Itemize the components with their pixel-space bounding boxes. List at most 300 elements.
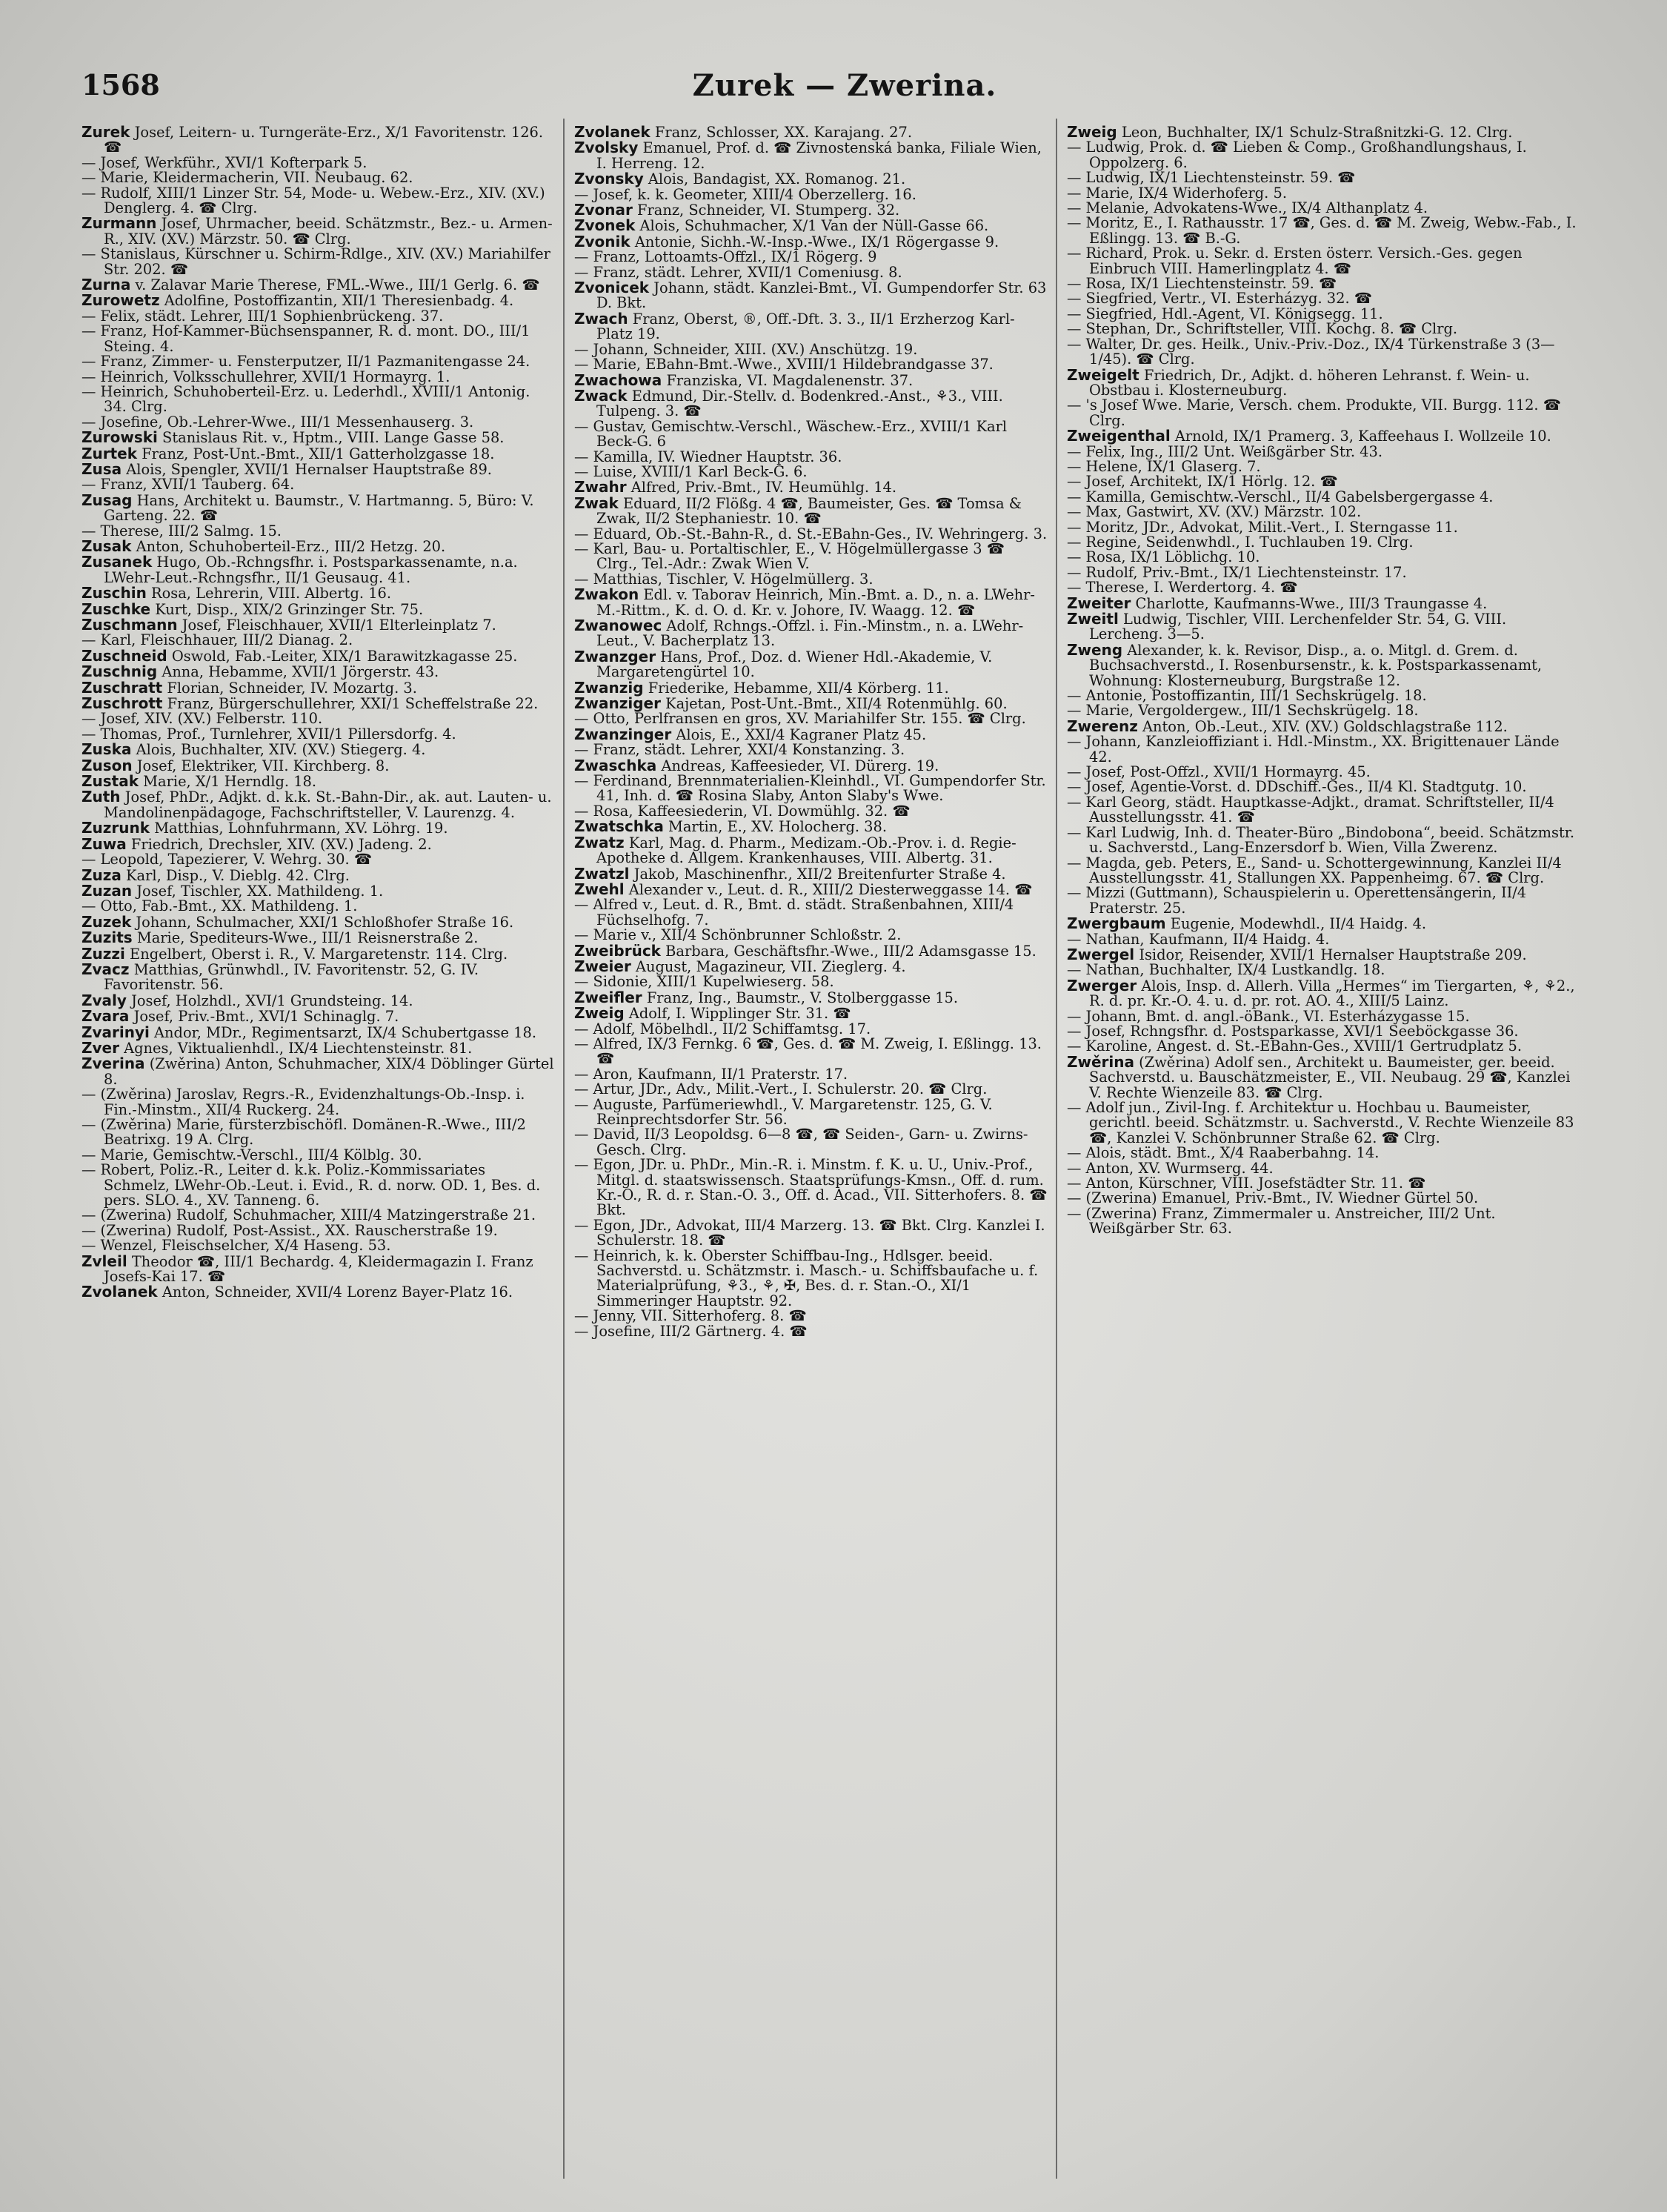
- directory-entry: [574, 680, 1048, 696]
- entry-text: — Kamilla, Gemischtw.-Verschl., II/4 Gabelsbergergasse 4.: [1067, 488, 1494, 505]
- directory-entry: [1067, 1054, 1578, 1100]
- directory-entry: [574, 1082, 1048, 1097]
- entry-text: — Franz, XVII/1 Tauberg. 64.: [81, 476, 295, 494]
- directory-entry: [574, 882, 1048, 897]
- entry-text: Matthias, Lohnfuhrmann, XV. Löhrg. 19.: [150, 820, 448, 837]
- entry-surname: Zwaschka: [574, 756, 657, 774]
- entry-text: Anna, Hebamme, XVII/1 Jörgerstr. 43.: [157, 663, 439, 681]
- entry-surname: Zuschin: [81, 584, 147, 602]
- entry-text: Josef, Uhrmacher, beeid. Schätzmstr., Bez.- u. Armen-R., XIV. (XV.) Märzstr. 50. ☎ Clrg.: [104, 215, 553, 248]
- entry-text: — Rosa, IX/1 Liechtensteinstr. 59. ☎: [1067, 275, 1337, 293]
- directory-entry: [1067, 963, 1578, 977]
- directory-entry: [1067, 780, 1578, 794]
- entry-text: — Therese, I. Werdertorg. 4. ☎: [1067, 579, 1298, 597]
- entry-surname: Zuwa: [81, 834, 127, 853]
- entry-text: Josef, PhDr., Adjkt. d. k.k. St.-Bahn-Dir., ak. aut. Lauten- u. Mandolinenpädagoge, Fachschriftsteller, V. Laurenzg. 4.: [104, 788, 552, 821]
- directory-entry: [1067, 823, 1578, 857]
- entry-surname: Zurtek: [81, 444, 138, 462]
- directory-entry: [81, 727, 556, 742]
- entry-text: — Franz, Zimmer- u. Fensterputzer, II/1 Pazmanitengasse 24.: [81, 353, 530, 371]
- directory-entry: [81, 774, 556, 789]
- directory-entry: [574, 187, 1048, 202]
- directory-entry: [81, 1025, 556, 1040]
- directory-entry: [574, 280, 1048, 311]
- entry-text: Franz, Oberst, ®, Off.-Dft. 3. 3., II/1 Erzherzog Karl-Platz 19.: [596, 310, 1015, 343]
- entry-text: Franz, Schneider, VI. Stumperg. 32.: [632, 202, 900, 219]
- directory-entry: [574, 357, 1048, 372]
- entry-text: — Johann, Kanzleioffiziant i. Hdl.-Minstm., XX. Brigittenauer Lände 42.: [1067, 733, 1560, 765]
- directory-entry: [1067, 688, 1578, 703]
- entry-text: — Auguste, Parfümeriewhdl., V. Margaretenstr. 125, G. V. Reinprechtsdorfer Str. 56.: [574, 1095, 993, 1128]
- directory-entry: [81, 477, 556, 492]
- directory-entry: [1067, 1206, 1578, 1237]
- entry-text: Eugenie, Modewhdl., II/4 Haidg. 4.: [1165, 915, 1427, 933]
- entry-text: Martin, E., XV. Holocherg. 38.: [663, 818, 888, 836]
- directory-entry: [1067, 398, 1578, 428]
- directory-entry: [81, 711, 556, 726]
- entry-text: Alois, E., XXI/4 Kagraner Platz 45.: [671, 725, 927, 743]
- directory-entry: [81, 430, 556, 445]
- entry-surname: Zuschke: [81, 600, 151, 618]
- directory-entry: [1067, 307, 1578, 322]
- directory-entry: [81, 664, 556, 680]
- directory-entry: [1067, 365, 1578, 399]
- entry-surname: Zwatschka: [574, 817, 664, 836]
- entry-surname: Zvonar: [574, 201, 633, 219]
- entry-text: — Wenzel, Fleischselcher, X/4 Haseng. 53.: [81, 1237, 391, 1255]
- entry-surname: Zuschrott: [81, 694, 163, 713]
- entry-surname: Zurowetz: [81, 291, 160, 310]
- entry-text: — Egon, JDr. u. PhDr., Min.-R. i. Minstm. f. K. u. U., Univ.-Prof., Mitgl. d. staatswissensch. Staatsprüfungs-Kmsn., Off. d. rum. Kr.-O., R. d. r. Stan.-O. 3., Off. d. Acad., VII. Sitterhofers. 8. ☎ Bkt.: [574, 1156, 1048, 1219]
- directory-entry: [81, 633, 556, 648]
- entry-surname: Zusanek: [81, 553, 153, 571]
- directory-entry: [574, 1127, 1048, 1158]
- entry-text: — Richard, Prok. u. Sekr. d. Ersten österr. Versich.-Ges. gegen Einbruch VIII. Hamerlingplatz 4. ☎: [1067, 245, 1523, 277]
- entry-text: — Franz, städt. Lehrer, XXI/4 Konstanzing. 3.: [574, 741, 905, 759]
- directory-entry: [1067, 186, 1578, 201]
- entry-text: — Mizzi (Guttmann), Schauspielerin u. Operettensängerin, II/4 Praterstr. 25.: [1067, 884, 1527, 917]
- directory-entry: [1067, 642, 1578, 688]
- directory-entry: [81, 1117, 556, 1148]
- entry-surname: Zweig: [574, 1004, 625, 1023]
- directory-entry: [81, 883, 556, 899]
- directory-entry: [81, 930, 556, 946]
- entry-surname: Zuzrunk: [81, 819, 150, 837]
- entry-text: — (Zwěrina) Jaroslav, Regrs.-R., Evidenzhaltungs-Ob.-Insp. i. Fin.-Minstm., XII/4 Ruckerg. 24.: [81, 1086, 525, 1118]
- entry-text: Leon, Buchhalter, IX/1 Schulz-Straßnitzki-G. 12. Clrg.: [1117, 124, 1513, 141]
- entry-text: Isidor, Reisender, XVII/1 Hernalser Hauptstraße 209.: [1134, 946, 1527, 963]
- directory-entry: [81, 170, 556, 185]
- entry-text: — Marie v., XII/4 Schönbrunner Schloßstr. 2.: [574, 926, 902, 944]
- entry-surname: Zweigelt: [1067, 365, 1139, 384]
- entry-text: — Gustav, Gemischtw.-Verschl., Wäschew.-Erz., XVIII/1 Karl Beck-G. 6: [574, 417, 1008, 451]
- entry-text: — (Zwěrina) Marie, fürsterzbischöfl. Domänen-R.-Wwe., III/2 Beatrixg. 19 A. Clrg.: [81, 1116, 526, 1149]
- entry-text: Ludwig, Tischler, VIII. Lerchenfelder Str. 54, G. VIII. Lercheng. 3—5.: [1089, 611, 1507, 643]
- directory-entry: [1067, 856, 1578, 886]
- directory-entry: [574, 218, 1048, 233]
- directory-entry: [574, 897, 1048, 928]
- entry-surname: Zuzek: [81, 912, 132, 931]
- entry-surname: Zuzzi: [81, 944, 125, 963]
- directory-entry: [1067, 535, 1578, 550]
- entry-text: Anton, Ob.-Leut., XIV. (XV.) Goldschlagstraße 112.: [1137, 717, 1508, 735]
- directory-entry: [574, 388, 1048, 419]
- entry-text: Johann, Schulmacher, XXI/1 Schloßhofer Straße 16.: [131, 913, 514, 931]
- directory-entry: [574, 572, 1048, 587]
- entry-surname: Zvolanek: [81, 1283, 158, 1301]
- directory-entry: [574, 974, 1048, 989]
- entry-text: Eduard, II/2 Flößg. 4 ☎, Baumeister, Ges. ☎ Tomsa & Zwak, II/2 Stephaniestr. 10. ☎: [596, 494, 1022, 528]
- entry-text: Andreas, Kaffeesieder, VI. Dürerg. 19.: [656, 757, 939, 774]
- directory-entry: [574, 171, 1048, 187]
- directory-entry: [1067, 765, 1578, 780]
- entry-surname: Zustak: [81, 772, 139, 791]
- entry-text: — Adolf, Möbelhdl., II/2 Schiffamtsg. 17.: [574, 1020, 871, 1037]
- entry-text: Alfred, Priv.-Bmt., IV. Heumühlg. 14.: [626, 479, 897, 496]
- entry-text: — Josef, Werkführ., XVI/1 Kofterpark 5.: [81, 153, 367, 171]
- entry-text: — Marie, Kleidermacherin, VII. Neubaug. 62.: [81, 169, 413, 187]
- directory-entry: [574, 419, 1048, 450]
- entry-surname: Zwěrina: [1067, 1052, 1134, 1071]
- directory-entry: [574, 1097, 1048, 1128]
- entry-surname: Zvonsky: [574, 170, 644, 188]
- directory-entry: [1067, 1176, 1578, 1191]
- entry-text: Adolf, I. Wipplinger Str. 31. ☎: [624, 1005, 851, 1023]
- directory-entry: [1067, 947, 1578, 963]
- directory-entry: [574, 990, 1048, 1006]
- entry-text: — Josefine, III/2 Gärtnerg. 4. ☎: [574, 1322, 808, 1340]
- entry-text: Adolf, Rchngs.-Offzl. i. Fin.-Minstm., n. a. LWehr-Leut., V. Bacherplatz 13.: [596, 617, 1024, 650]
- directory-entry: [574, 539, 1048, 573]
- entry-surname: Zvleil: [81, 1252, 127, 1270]
- directory-entry: [81, 696, 556, 711]
- entry-text: Barbara, Geschäftsfhr.-Wwe., III/2 Adamsgasse 15.: [660, 942, 1037, 960]
- entry-surname: Zuzits: [81, 929, 133, 947]
- directory-entry: [574, 711, 1048, 726]
- entry-text: v. Zalavar Marie Therese, FML.-Wwe., III/1 Gerlg. 6. ☎: [130, 276, 540, 294]
- entry-surname: Zvarinyi: [81, 1023, 150, 1041]
- entry-surname: Zwatzl: [574, 864, 630, 883]
- entry-text: — David, II/3 Leopoldsg. 6—8 ☎, ☎ Seiden-, Garn- u. Zwirns-Gesch. Clrg.: [574, 1126, 1028, 1158]
- directory-entry: [574, 250, 1048, 265]
- entry-surname: Zusak: [81, 537, 132, 555]
- entry-text: — Siegfried, Vertr., VI. Esterházyg. 32. ☎: [1067, 290, 1372, 308]
- entry-surname: Zverina: [81, 1054, 145, 1073]
- entry-surname: Zurowski: [81, 428, 158, 447]
- entry-text: Antonie, Sichh.-W.-Insp.-Wwe., IX/1 Rögergasse 9.: [630, 233, 999, 250]
- directory-entry: [574, 928, 1048, 943]
- directory-entry: [81, 852, 556, 867]
- directory-entry: [574, 462, 1048, 480]
- directory-entry: [81, 1040, 556, 1056]
- directory-entry: [574, 649, 1048, 680]
- entry-text: — Heinrich, Schuhoberteil-Erz. u. Lederhdl., XVIII/1 Antonig. 34. Clrg.: [81, 382, 530, 416]
- directory-entry: [1067, 550, 1578, 565]
- entry-text: Alois, Buchhalter, XIV. (XV.) Stiegerg. 4.: [131, 741, 426, 759]
- directory-entry: [574, 1158, 1048, 1218]
- entry-surname: Zwanowec: [574, 617, 662, 634]
- column-2: [574, 124, 1048, 2177]
- directory-entry: [1067, 1009, 1578, 1024]
- entry-text: — Josef, Post-Offzl., XVII/1 Hormayrg. 45.: [1067, 763, 1371, 781]
- directory-entry: [81, 914, 556, 930]
- entry-text: Marie, Spediteurs-Wwe., III/1 Reisnerstraße 2.: [132, 929, 479, 947]
- directory-entry: [574, 696, 1048, 711]
- directory-entry: [81, 758, 556, 774]
- entry-text: — Regine, Seidenwhdl., I. Tuchlauben 19. Clrg.: [1067, 533, 1414, 551]
- entry-text: — Josef, Architekt, IX/1 Hörlg. 12. ☎: [1067, 473, 1338, 491]
- entry-text: Emanuel, Prof. d. ☎ Zivnostenská banka, Filiale Wien, I. Herreng. 12.: [596, 139, 1042, 172]
- directory-entry: [574, 804, 1048, 819]
- directory-entry: [574, 1067, 1048, 1082]
- directory-entry: [81, 277, 556, 293]
- entry-surname: Zvolsky: [574, 139, 639, 157]
- entry-text: — (Zwerina) Rudolf, Schuhmacher, XIII/4 Matzingerstraße 21.: [81, 1206, 536, 1224]
- directory-entry: [574, 819, 1048, 834]
- entry-surname: Zuth: [81, 788, 121, 806]
- directory-entry: [1067, 916, 1578, 931]
- entry-text: — Rudolf, Priv.-Bmt., IX/1 Liechtensteinstr. 17.: [1067, 563, 1407, 581]
- entry-text: — Karl, Fleischhauer, III/2 Dianag. 2.: [81, 631, 353, 649]
- entry-text: Josef, Elektriker, VII. Kirchberg. 8.: [132, 757, 390, 774]
- directory-entry: [1067, 428, 1578, 444]
- column-divider: [563, 119, 565, 2179]
- directory-entry: [574, 479, 1048, 495]
- directory-entry: [1067, 1024, 1578, 1039]
- entry-text: Theodor ☎, III/1 Bechardg. 4, Kleidermagazin I. Franz Josefs-Kai 17. ☎: [104, 1252, 533, 1286]
- entry-text: — Josef, XIV. (XV.) Felberstr. 110.: [81, 710, 323, 728]
- entry-text: — Siegfried, Hdl.-Agent, VI. Königsegg. 11.: [1067, 305, 1383, 322]
- entry-text: — Felix, Ing., III/2 Unt. Weißgärber Str. 43.: [1067, 442, 1383, 460]
- entry-surname: Zurek: [81, 124, 130, 141]
- entry-text: — Alois, städt. Bmt., X/4 Raaberbahng. 14.: [1067, 1144, 1380, 1162]
- directory-entry: [574, 835, 1048, 866]
- entry-text: — Helene, IX/1 Glaserg. 7.: [1067, 457, 1261, 475]
- directory-entry: [81, 742, 556, 757]
- entry-text: Arnold, IX/1 Pramerg. 3, Kaffeehaus I. Wollzeile 10.: [1170, 428, 1551, 445]
- entry-text: — Johann, Bmt. d. angl.-öBank., VI. Esterházygasse 15.: [1067, 1007, 1470, 1025]
- entry-text: Johann, städt. Kanzlei-Bmt., VI. Gumpendorfer Str. 63 D. Bkt.: [596, 279, 1047, 312]
- directory-entry: [574, 1218, 1048, 1249]
- directory-entry: [574, 124, 1048, 140]
- entry-surname: Zuschneid: [81, 646, 167, 665]
- entry-text: Stanislaus Rit. v., Hptm., VIII. Lange Gasse 58.: [157, 429, 505, 447]
- entry-surname: Zusag: [81, 491, 133, 509]
- entry-text: — Franz, städt. Lehrer, XVII/1 Comeniusg. 8.: [574, 263, 902, 281]
- directory-entry: [1067, 505, 1578, 519]
- directory-entry: [81, 370, 556, 385]
- directory-entry: [1067, 719, 1578, 734]
- page-header: [81, 68, 1608, 113]
- entry-text: — Leopold, Tapezierer, V. Wehrg. 30. ☎: [81, 851, 373, 868]
- entry-text: — 's Josef Wwe. Marie, Versch. chem. Produkte, VII. Burgg. 112. ☎ Clrg.: [1067, 396, 1561, 429]
- directory-entry: [81, 415, 556, 430]
- directory-entry: [1067, 1161, 1578, 1176]
- entry-text: Florian, Schneider, IV. Mozartg. 3.: [162, 679, 417, 697]
- entry-text: — Karl, Bau- u. Portaltischler, E., V. Högelmüllergasse 3 ☎ Clrg., Tel.-Adr.: Zwak Wien V.: [574, 539, 1005, 573]
- directory-entry: [574, 1006, 1048, 1021]
- entry-text: Josef, Holzhdl., XVI/1 Grundsteing. 14.: [126, 992, 413, 1009]
- entry-surname: Zusa: [81, 459, 122, 478]
- entry-text: — Sidonie, XIII/1 Kupelwieserg. 58.: [574, 973, 834, 991]
- directory-entry: [81, 617, 556, 633]
- directory-entry: [1067, 201, 1578, 216]
- entry-text: — Aron, Kaufmann, II/1 Praterstr. 17.: [574, 1065, 848, 1083]
- entry-text: — Anton, Kürschner, VIII. Josefstädter Str. 11. ☎: [1067, 1175, 1426, 1192]
- entry-surname: Zwatz: [574, 833, 625, 851]
- entry-text: Franz, Ing., Baumstr., V. Stolberggasse 15.: [642, 989, 959, 1006]
- directory-entry: [574, 959, 1048, 974]
- entry-text: — Josef, k. k. Geometer, XIII/4 Oberzellerg. 16.: [574, 185, 916, 203]
- directory-entry: [1067, 580, 1578, 595]
- entry-text: — Alfred v., Leut. d. R., Bmt. d. städt. Straßenbahnen, XIII/4 Füchselhofg. 7.: [574, 896, 1014, 929]
- entry-surname: Zwerenz: [1067, 717, 1138, 735]
- entry-text: Engelbert, Oberst i. R., V. Margaretenstr. 114. Clrg.: [124, 945, 508, 963]
- entry-text: — Egon, JDr., Advokat, III/4 Marzerg. 13. ☎ Bkt. Clrg. Kanzlei I. Schulerstr. 18. ☎: [574, 1216, 1045, 1249]
- entry-text: — Franz, Hof-Kammer-Büchsenspanner, R. d. mont. DO., III/1 Steing. 4.: [81, 322, 530, 355]
- running-head: Zurek — Zwerina.: [692, 68, 997, 103]
- directory-entry: [574, 774, 1048, 804]
- directory-entry: [81, 493, 556, 524]
- entry-text: — Matthias, Tischler, V. Högelmüllerg. 3.: [574, 570, 874, 588]
- directory-entry: [574, 1324, 1048, 1339]
- directory-entry: [574, 234, 1048, 250]
- directory-entry: [1067, 611, 1578, 642]
- entry-text: — Artur, JDr., Adv., Milit.-Vert., I. Schulerstr. 20. ☎ Clrg.: [574, 1080, 988, 1098]
- entry-text: — Josef, Rchngsfhr. d. Postsparkasse, XVI/1 Seeböckgasse 36.: [1067, 1022, 1519, 1040]
- directory-entry: [574, 727, 1048, 743]
- entry-text: — Rosa, Kaffeesiederin, VI. Dowmühlg. 32. ☎: [574, 802, 911, 820]
- entry-text: — Franz, Lottoamts-Offzl., IX/1 Rögerg. 9: [574, 248, 877, 266]
- entry-surname: Zwanzig: [574, 678, 644, 697]
- entry-text: Alexander v., Leut. d. R., XIII/2 Diesterweggasse 14. ☎: [624, 880, 1033, 898]
- directory-entry: [1067, 140, 1578, 170]
- directory-entry: [1067, 322, 1578, 336]
- directory-entry: [574, 1246, 1048, 1309]
- entry-text: — Felix, städt. Lehrer, III/1 Sophienbrückeng. 37.: [81, 307, 444, 325]
- entry-surname: Zwach: [574, 309, 628, 328]
- directory-entry: [81, 585, 556, 601]
- entry-surname: Zwahr: [574, 478, 627, 496]
- entry-surname: Zver: [81, 1038, 119, 1057]
- entry-text: — Ludwig, IX/1 Liechtensteinstr. 59. ☎: [1067, 169, 1356, 187]
- entry-text: Marie, X/1 Herndlg. 18.: [139, 773, 317, 791]
- entry-surname: Zvolanek: [574, 124, 651, 141]
- entry-surname: Zvacz: [81, 960, 130, 978]
- entry-text: Andor, MDr., Regimentsarzt, IX/4 Schubertgasse 18.: [149, 1023, 536, 1041]
- entry-text: Hans, Prof., Doz. d. Wiener Hdl.-Akademie, V. Margaretengürtel 10.: [596, 648, 993, 681]
- entry-text: (Zwěrina) Anton, Schuhmacher, XIX/4 Döblinger Gürtel 8.: [104, 1055, 554, 1088]
- directory-entry: [81, 1223, 556, 1238]
- entry-surname: Zvonik: [574, 232, 630, 250]
- entry-text: Rosa, Lehrerin, VIII. Albertg. 16.: [146, 585, 392, 602]
- directory-entry: [574, 265, 1048, 280]
- directory-entry: [81, 946, 556, 962]
- directory-entry: [1067, 886, 1578, 916]
- entry-text: Alexander, k. k. Revisor, Disp., a. o. Mitgl. d. Grem. d. Buchsachverstd., I. Rosenbursenstr., k. k. Postsparkassenamt, Wohnung: Klosterneuburg, Burgstraße 12.: [1089, 641, 1543, 689]
- entry-text: Edl. v. Taborav Heinrich, Min.-Bmt. a. D., n. a. LWehr-M.-Rittm., K. d. O. d. Kr. v. Johore, IV. Waagg. 12. ☎: [596, 586, 1035, 619]
- directory-entry: [81, 354, 556, 369]
- entry-text: Agnes, Viktualienhdl., IX/4 Liechtensteinstr. 81.: [119, 1039, 473, 1057]
- directory-entry: [81, 459, 556, 478]
- entry-surname: Zvonek: [574, 216, 636, 235]
- entry-surname: Zwachowa: [574, 371, 662, 389]
- entry-text: Friedrich, Dr., Adjkt. d. höheren Lehranst. f. Wein- u. Obstbau i. Klosterneuburg.: [1089, 366, 1530, 399]
- entry-text: — Walter, Dr. ges. Heilk., Univ.-Priv.-Doz., IX/4 Türkenstraße 3 (3—1/45). ☎ Clrg.: [1067, 335, 1555, 368]
- entry-text: Oswold, Fab.-Leiter, XIX/1 Barawitzkagasse 25.: [167, 647, 518, 665]
- directory-entry: [81, 1238, 556, 1253]
- entry-text: — Stanislaus, Kürschner u. Schirm-Rdlge., XIV. (XV.) Mariahilfer Str. 202. ☎: [81, 245, 550, 278]
- column-divider: [1056, 119, 1057, 2179]
- directory-entry: [574, 202, 1048, 218]
- directory-entry: [81, 1009, 556, 1024]
- entry-text: — Antonie, Postoffizantin, III/1 Sechskrügelg. 18.: [1067, 687, 1427, 705]
- directory-entry: [81, 324, 556, 354]
- entry-text: — Stephan, Dr., Schriftsteller, VIII. Kochg. 8. ☎ Clrg.: [1067, 320, 1458, 338]
- entry-surname: Zweiter: [1067, 594, 1131, 612]
- directory-entry: [1067, 170, 1578, 185]
- directory-entry: [1067, 1146, 1578, 1160]
- entry-text: — Heinrich, Volksschullehrer, XVII/1 Hormayrg. 1.: [81, 368, 450, 385]
- directory-entry: [81, 539, 556, 554]
- directory-entry: [574, 1309, 1048, 1323]
- directory-entry: [1067, 490, 1578, 505]
- entry-text: — Nathan, Kaufmann, II/4 Haidg. 4.: [1067, 930, 1330, 948]
- directory-entry: [1067, 124, 1578, 140]
- directory-entry: [574, 618, 1048, 649]
- entry-text: — Melanie, Advokatens-Wwe., IX/4 Althanplatz 4.: [1067, 199, 1428, 217]
- entry-text: Josef, Fleischhauer, XVII/1 Elterleinplatz 7.: [177, 617, 496, 634]
- entry-text: Alois, Schuhmacher, X/1 Van der Nüll-Gasse 66.: [635, 217, 989, 235]
- entry-text: Alois, Spengler, XVII/1 Hernalser Hauptstraße 89.: [122, 460, 492, 478]
- entry-text: — Johann, Schneider, XIII. (XV.) Anschützg. 19.: [574, 340, 918, 358]
- page-number: 1568: [81, 68, 160, 102]
- directory-entry: [81, 820, 556, 836]
- directory-entry: [81, 899, 556, 914]
- entry-text: — (Zwerina) Franz, Zimmermaler u. Anstreicher, III/2 Unt. Weißgärber Str. 63.: [1067, 1204, 1496, 1238]
- entry-text: — Kamilla, IV. Wiedner Hauptstr. 36.: [574, 448, 842, 465]
- entry-text: — Marie, Gemischtw.-Verschl., III/4 Kölblg. 30.: [81, 1146, 422, 1163]
- entry-text: — Alfred, IX/3 Fernkg. 6 ☎, Ges. d. ☎ M. Zweig, I. Eßlingg. 13. ☎: [574, 1034, 1042, 1068]
- entry-surname: Zuschnig: [81, 662, 158, 681]
- directory-entry: [1067, 565, 1578, 580]
- entry-surname: Zvonicek: [574, 279, 650, 297]
- entry-surname: Zuzan: [81, 881, 133, 900]
- entry-text: — Otto, Fab.-Bmt., XX. Mathildeng. 1.: [81, 897, 358, 915]
- column-1: [81, 124, 556, 2177]
- column-3: [1067, 124, 1578, 2177]
- entry-surname: Zwergbaum: [1067, 914, 1166, 933]
- directory-entry: [1067, 795, 1578, 826]
- directory-entry: [574, 1034, 1048, 1068]
- entry-text: Adolfine, Postoffizantin, XII/1 Theresienbadg. 4.: [159, 292, 514, 310]
- directory-entry: [1067, 459, 1578, 474]
- entry-surname: Zweitl: [1067, 610, 1119, 628]
- directory-entry: [1067, 1100, 1578, 1146]
- directory-entry: [81, 1284, 556, 1300]
- entry-text: Friederike, Hebamme, XII/4 Körberg. 11.: [643, 679, 949, 697]
- directory-entry: [81, 153, 556, 171]
- entry-surname: Zuschmann: [81, 616, 178, 634]
- entry-surname: Zwerger: [1067, 976, 1137, 994]
- entry-text: Karl, Mag. d. Pharm., Medizam.-Ob.-Prov. i. d. Regie-Apotheke d. Allgem. Krankenhauses, VIII. Albertg. 31.: [596, 834, 1016, 867]
- entry-surname: Zwakon: [574, 585, 639, 604]
- directory-entry: [1067, 442, 1578, 460]
- directory-entry: [81, 1163, 556, 1208]
- directory-entry: [1067, 337, 1578, 368]
- directory-entry: [81, 1056, 556, 1087]
- entry-text: — Moritz, E., I. Rathausstr. 17 ☎, Ges. d. ☎ M. Zweig, Webw.-Fab., I. Eßlingg. 13. ☎ B.-G.: [1067, 214, 1577, 247]
